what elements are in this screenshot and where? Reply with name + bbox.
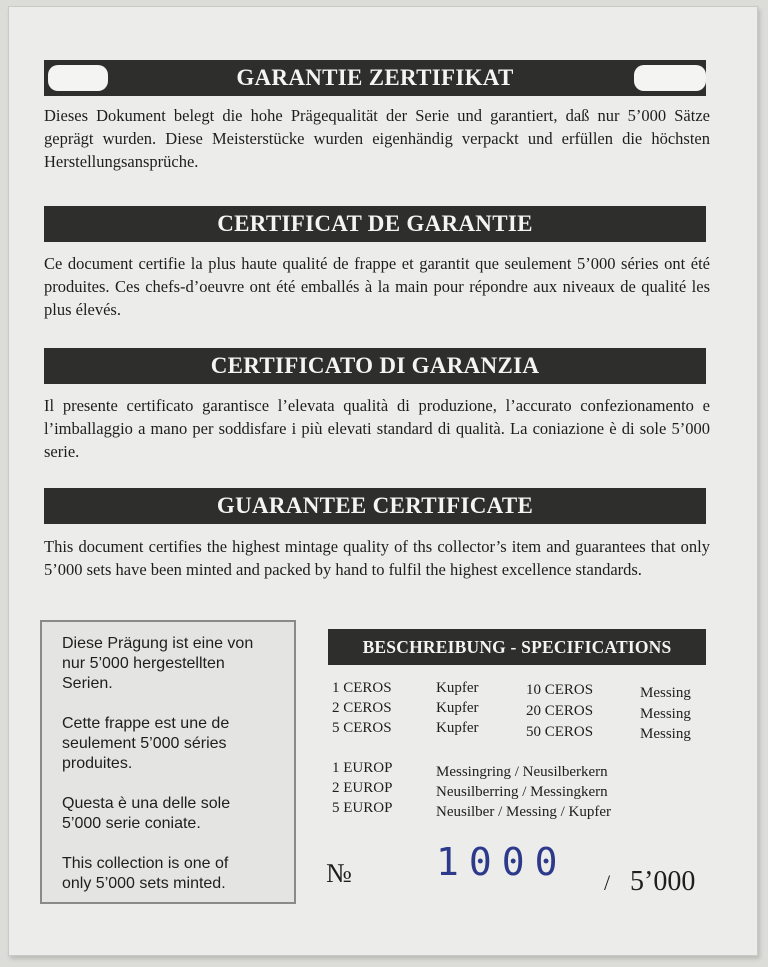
spec-metal: Neusilberring / Messingkern: [436, 784, 608, 800]
spec-denomination: 2 EUROP: [332, 780, 393, 796]
section-text-english: This document certifies the highest mintage quality of ths collector’s item and guarantees that only 5’000 sets have been minted and packed by hand to fulfil the highest excellence standards.: [44, 537, 710, 579]
spec-denomination: 5 CEROS: [332, 720, 392, 736]
spec-denomination: 50 CEROS: [526, 724, 594, 740]
section-text-german: Dieses Dokument belegt die hohe Prägequalität der Serie und garantiert, daß nur 5’000 Sätze geprägt wurden. Diese Meisterstücke wurden eigenhändig verpackt und erfüllen die höchsten Herstellungsansprüche.: [44, 106, 710, 171]
spec-metal: Messing: [640, 706, 691, 722]
section-heading-english: GUARANTEE CERTIFICATE: [44, 488, 706, 524]
redaction-mark: [48, 65, 108, 91]
section-text-french: Ce document certifie la plus haute qualité de frappe et garantit que seulement 5’000 séries ont été produites. Ces chefs-d’oeuvre ont été emballés à la main pour répondre aux niveaux de qualité les plus élevés.: [44, 254, 710, 319]
section-heading-german: GARANTIE ZERTIFIKAT: [44, 60, 706, 96]
number-sign: №: [326, 858, 352, 888]
notice-english: This collection is one of only 5’000 sets minted.: [62, 855, 229, 892]
spec-denomination: 1 CEROS: [332, 680, 392, 696]
section-text-italian: Il presente certificato garantisce l’elevata qualità di produzione, l’accurato confezionamento e l’imballaggio a mano per soddisfare i più elevati standard di qualità. La coniazione è di sole 5’000 serie.: [44, 396, 710, 461]
notice-italian: Questa è una delle sole 5’000 serie coniate.: [62, 795, 231, 832]
section-heading-italian: CERTIFICATO DI GARANZIA: [44, 348, 706, 384]
serial-number: 1000: [436, 840, 568, 884]
spec-metal: Kupfer: [436, 700, 479, 716]
spec-metal: Messing: [640, 685, 691, 701]
specifications-heading: BESCHREIBUNG - SPECIFICATIONS: [328, 629, 706, 665]
spec-metal: Messing: [640, 726, 691, 742]
spec-denomination: 20 CEROS: [526, 703, 594, 719]
spec-denomination: 10 CEROS: [526, 682, 594, 698]
redaction-mark: [634, 65, 706, 91]
spec-metal: Kupfer: [436, 680, 479, 696]
spec-denomination: 1 EUROP: [332, 760, 393, 776]
spec-denomination: 2 CEROS: [332, 700, 392, 716]
edition-total: 5’000: [630, 866, 696, 897]
spec-denomination: 5 EUROP: [332, 800, 393, 816]
spec-metal: Messingring / Neusilberkern: [436, 764, 608, 780]
spec-metal: Kupfer: [436, 720, 479, 736]
section-heading-french: CERTIFICAT DE GARANTIE: [44, 206, 706, 242]
notice-german: Diese Prägung ist eine von nur 5’000 hergestellten Serien.: [62, 635, 254, 692]
spec-metal: Neusilber / Messing / Kupfer: [436, 804, 611, 820]
notice-french: Cette frappe est une de seulement 5’000 séries produites.: [62, 715, 230, 772]
number-separator: /: [604, 870, 611, 895]
limited-edition-notice: [40, 620, 296, 904]
